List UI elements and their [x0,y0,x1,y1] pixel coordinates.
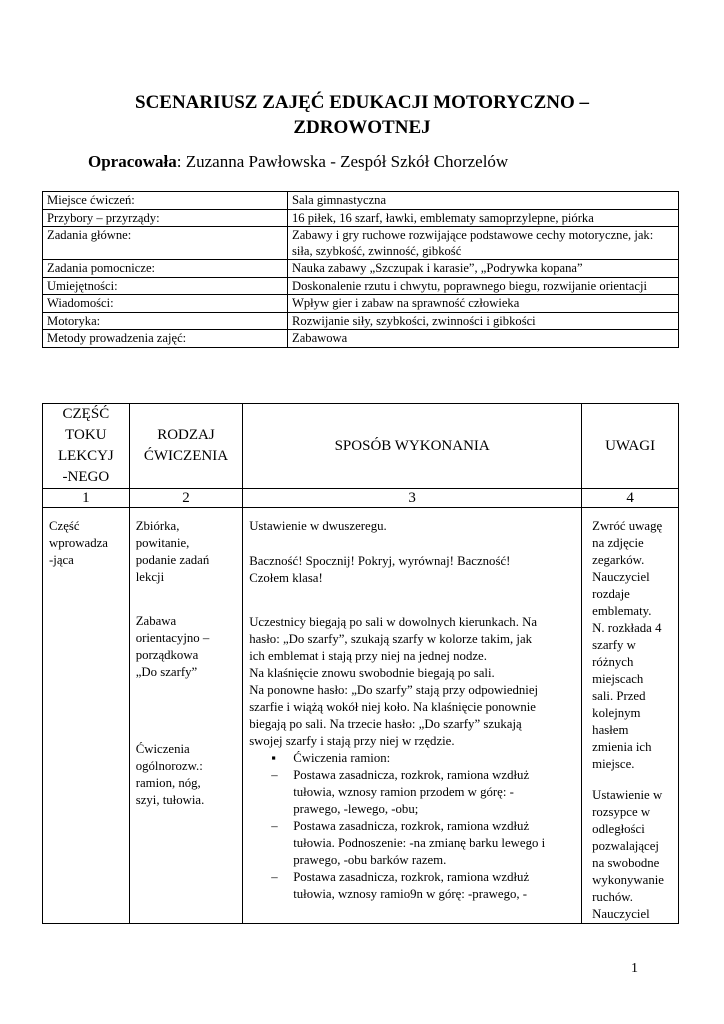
notes-block [592,518,674,773]
page-title [60,90,664,140]
info-value: Rozwijanie siły, szybkości, zwinności i gibkości [288,312,679,330]
exercise-type-cell [129,508,242,924]
notes-line: Ustawienie w [592,788,663,802]
exercise-type-block [136,518,236,586]
notes-line: szarfy w [592,638,636,652]
header-type-line: RODZAJ [157,427,215,443]
notes-block [592,787,674,923]
header-part-line: CZĘŚĆ [62,406,110,422]
method-paragraph [249,614,575,750]
notes-line: miejsce. [592,757,635,771]
lesson-table [42,403,679,924]
notes-line: ruchów. [592,890,633,904]
info-key: Wiadomości: [43,295,288,313]
header-notes: UWAGI [582,404,679,489]
info-key: Zadania główne: [43,227,288,260]
info-row [43,227,679,260]
square-bullet-icon: ▪ [271,751,276,765]
page-number: 1 [631,961,638,976]
notes-line: na swobodne [592,856,660,870]
content-row [43,508,679,924]
exercise-type-line: ogólnorozw.: [135,759,203,773]
part-cell [43,508,130,924]
notes-line: zmienia ich [592,740,652,754]
info-row [43,192,679,210]
notes-line: Nauczyciel [592,570,650,584]
author-label: Opracowała [88,152,177,171]
method-line: Baczność! Spocznij! Pokryj, wyrównaj! Baczność! [249,554,511,568]
info-key: Motoryka: [43,312,288,330]
list-line: tułowia. Podnoszenie: -na zmianę barku lewego i [293,836,546,850]
column-number: 3 [243,489,582,508]
header-part [43,404,130,489]
method-cell [243,508,582,924]
exercise-type-line: lekcji [135,570,165,584]
method-line: Na klaśnięcie znowu swobodnie biegają po sali. [249,666,495,680]
header-part-line: TOKU [65,427,107,443]
notes-line: pozwalającej [592,839,659,853]
exercise-type-line: „Do szarfy” [135,665,198,679]
exercise-type-line: porządkowa [135,648,199,662]
header-part-line: -NEGO [62,469,110,485]
exercise-type-line: orientacyjno – [135,631,210,645]
info-value: 16 piłek, 16 szarf, ławki, emblematy samoprzylepne, piórka [288,209,679,227]
exercise-type-line: powitanie, [135,536,190,550]
list-line: tułowia, wznosy ramion przodem w górę: - [293,785,514,799]
info-key: Zadania pomocnicze: [43,260,288,278]
header-exercise-type [129,404,242,489]
info-key: Miejsce ćwiczeń: [43,192,288,210]
info-row [43,277,679,295]
exercise-list [249,750,575,903]
list-line: Postawa zasadnicza, rozkrok, ramiona wzdłuż [293,768,530,782]
exercise-type-line: ramion, nóg, [135,776,201,790]
header-method: SPOSÓB WYKONANIA [243,404,582,489]
dash-bullet-icon: – [271,768,278,782]
title-line-1: SCENARIUSZ ZAJĘĆ EDUKACJI MOTORYCZNO – [135,92,589,113]
header-row [43,404,679,489]
notes-line: sali. Przed [592,689,646,703]
author-value: : Zuzanna Pawłowska - Zespół Szkół Chorzelów [176,152,509,171]
dash-bullet-icon: – [271,819,278,833]
notes-line: rozdaje [592,587,630,601]
notes-line: rozsypce w [592,805,651,819]
exercise-type-line: Ćwiczenia [135,742,190,756]
list-line: Ćwiczenia ramion: [293,751,391,765]
exercise-type-block [136,741,236,809]
info-value: Doskonalenie rzutu i chwytu, poprawnego biegu, rozwijanie orientacji [288,277,679,295]
info-row [43,260,679,278]
list-item [249,818,575,869]
info-key: Przybory – przyrządy: [43,209,288,227]
notes-line: emblematy. [592,604,652,618]
method-line: Na ponowne hasło: „Do szarfy” stają przy odpowiedniej [249,683,539,697]
info-value: Wpływ gier i zabaw na sprawność człowieka [288,295,679,313]
method-paragraph [249,553,575,587]
list-line: Postawa zasadnicza, rozkrok, ramiona wzdłuż [293,819,530,833]
method-line: hasło: „Do szarfy”, szukają szarfy w kolorze takim, jak [249,632,533,646]
exercise-type-line: podanie zadań [135,553,210,567]
part-line: wprowadza [49,536,108,550]
exercise-type-line: Zbiórka, [135,519,180,533]
exercise-type-block [136,613,236,681]
notes-line: kolejnym [592,706,641,720]
dash-bullet-icon: – [271,870,278,884]
method-line: ich emblemat i stają przy niej na jednej nodze. [249,649,487,663]
info-row [43,209,679,227]
notes-line: hasłem [592,723,629,737]
list-item [249,767,575,818]
method-line: swojej szarfy i stają przy niej w rzędzie. [249,734,455,748]
method-paragraph: Ustawienie w dwuszeregu. [249,519,387,533]
info-row [43,330,679,348]
notes-cell [582,508,679,924]
info-value: Zabawy i gry ruchowe rozwijające podstawowe cechy motoryczne, jak: siła, szybkość, zwinność, gibkość [288,227,679,260]
notes-line: odległości [592,822,645,836]
notes-line: miejscach [592,672,644,686]
method-line: Uczestnicy biegają po sali w dowolnych kierunkach. Na [249,615,538,629]
info-value: Nauka zabawy „Szczupak i karasie”, „Podrywka kopana” [288,260,679,278]
notes-line: zegarków. [592,553,645,567]
info-row [43,312,679,330]
notes-line: N. rozkłada 4 [592,621,662,635]
part-line: -jąca [49,553,74,567]
info-table [42,191,679,348]
notes-line: Zwróć uwagę [592,519,663,533]
title-line-2: ZDROWOTNEJ [293,117,431,138]
method-line: biegają po sali. Na trzecie hasło: „Do szarfy” szukają [249,717,522,731]
column-number: 4 [582,489,679,508]
list-item [249,869,575,903]
list-line: prawego, -lewego, -obu; [293,802,419,816]
notes-line: różnych [592,655,634,669]
part-line: Część [49,519,80,533]
column-number: 1 [43,489,130,508]
info-key: Umiejętności: [43,277,288,295]
header-type-line: ĆWICZENIA [143,448,229,464]
info-value: Sala gimnastyczna [288,192,679,210]
notes-line: na zdjęcie [592,536,644,550]
list-line: Postawa zasadnicza, rozkrok, ramiona wzdłuż [293,870,530,884]
author-line [88,152,508,172]
exercise-type-line: szyi, tułowia. [135,793,205,807]
info-row [43,295,679,313]
info-value: Zabawowa [288,330,679,348]
info-key: Metody prowadzenia zajęć: [43,330,288,348]
list-item [249,750,575,767]
notes-line: Nauczyciel [592,907,650,921]
column-number: 2 [129,489,242,508]
exercise-type-line: Zabawa [135,614,177,628]
method-line: szarfie i wiążą wokół niej koło. Na klaśnięcie ponownie [249,700,536,714]
list-line: tułowia, wznosy ramio9n w górę: -prawego, - [293,887,528,901]
list-line: prawego, -obu barków razem. [293,853,447,867]
method-line: Czołem klasa! [249,571,323,585]
column-number-row [43,489,679,508]
header-part-line: LEKCYJ [57,448,114,464]
notes-line: wykonywanie [592,873,664,887]
